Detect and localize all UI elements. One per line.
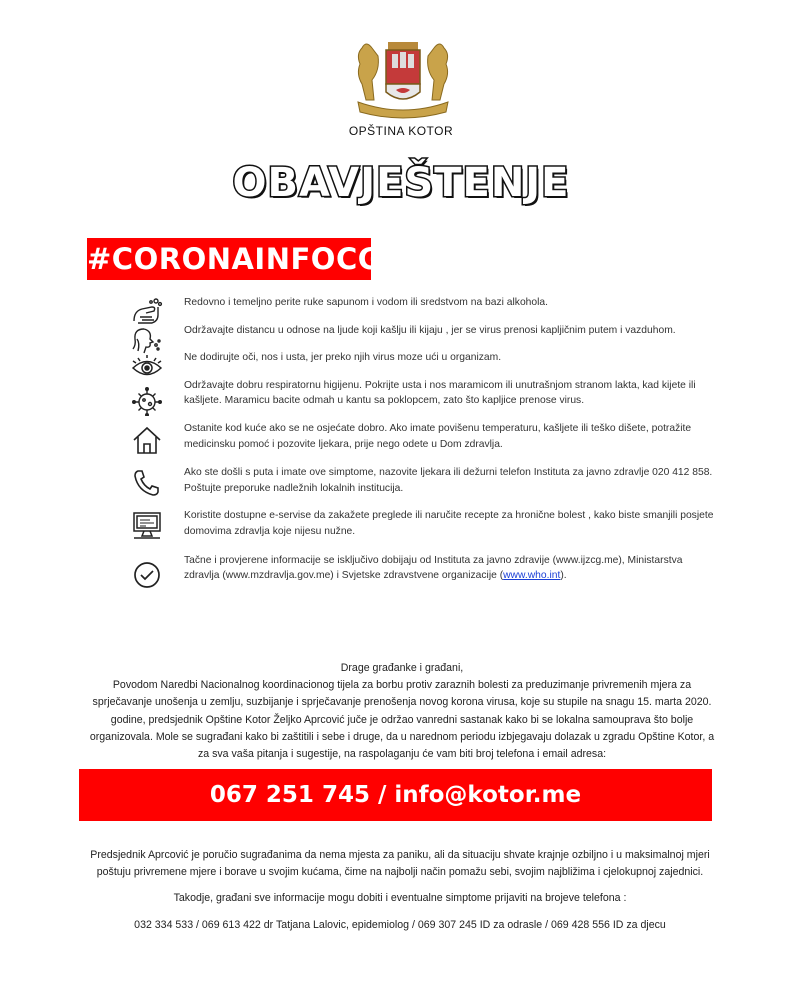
page-title: OBAVJEŠTENJE <box>232 160 570 206</box>
tip-text: Redovno i temeljno perite ruke sapunom i vodom ili sredstvom na bazi alkohola. <box>184 297 549 308</box>
house-icon <box>130 425 164 455</box>
municipality-name: OPŠTINA KOTOR <box>348 124 454 138</box>
tip-item <box>128 295 718 311</box>
checkmark-icon <box>130 560 164 590</box>
letter-section <box>84 660 720 763</box>
tip-item <box>128 323 718 339</box>
tip-text-tail: ). <box>560 570 567 582</box>
tip-text: Ostanite kod kuće ako se ne osjećate dobro. Ako imate povišenu temperaturu, kašljete ili teško dišete, potražite medicinsku pomoć i pozovite ljekara, prije nego odete u Dom zdravlja. <box>184 422 692 450</box>
contact-banner: 067 251 745 / info@kotor.me <box>79 769 712 821</box>
tip-item <box>128 553 718 584</box>
tip-item <box>128 350 718 366</box>
closing-paragraph: Predsjednik Aprcović je poručio sugrađanima da nema mjesta za paniku, ali da situaciju shvate krajnje ozbiljno i u maksimalnoj mjeri poštuju privremene mjere i borave u svojim kućama, čime na najbolji način pomažu sebi, svojim najbližima i cjelokupnoj zajednici. <box>90 849 710 879</box>
who-link[interactable]: www.who.int <box>503 570 561 582</box>
tip-item <box>128 378 718 409</box>
tips-list <box>128 290 718 584</box>
closing-note: Takodje, građani sve informacije mogu dobiti i eventualne simptome prijaviti na brojeve telefona : <box>173 892 627 905</box>
tip-item <box>128 465 718 496</box>
computer-icon <box>130 510 164 540</box>
hashtag-banner: #CORONAINFOCG <box>87 238 371 280</box>
tip-item <box>128 508 718 539</box>
virus-icon <box>130 386 164 416</box>
tip-item <box>128 421 718 452</box>
phone-icon <box>130 467 164 497</box>
tip-text: Održavajte distancu u odnose na ljude koji kašlju ili kijaju , jer se virus prenosi kapljičnim putem i vazduhom. <box>184 324 676 336</box>
letter-greeting: Drage građanke i građani, <box>340 662 464 674</box>
tip-text: Održavajte dobru respiratornu higijenu. Pokrijte usta i nos maramicom ili unutrašnjom stranom lakta, kad kijete ili kašljete. Maramicu bacite odmah u kantu sa poklopcem, zato što kapljice prenose virus. <box>184 379 696 407</box>
tip-text: Ne dodirujte oči, nos i usta, jer preko njih virus moze ući u organizam. <box>184 352 502 364</box>
letter-body: Povodom Naredbi Nacionalnog koordinacionog tijela za borbu protiv zaraznih bolesti za preduzimanje privremenih mjera za sprječavanje unošenja u zemlju, suzbijanje i sprječavanje prenošenja novog korona virusa, koje su stupile na snagu 15. marta 2020. godine, predsjednik Opštine Kotor Željko Aprcović juče je održao vanredni sastanak kako bi se lokalna samouprava što bolje organizovala. Mole se sugrađani kako bi zaštitili i sebe i druge, da u narednom periodu izbjegavaju dolazak u zgradu Opštine Kotor, a za sva vaša pitanja i sugestije, na raspolaganju će vam biti broj telefona i email adresa: <box>89 679 715 761</box>
closing-section <box>80 847 720 934</box>
phone-numbers: 032 334 533 / 069 613 422 dr Tatjana Lalovic, epidemiolog / 069 307 245 ID za odrasle / 069 428 556 ID za djecu <box>134 918 666 931</box>
municipality-crest-logo <box>350 40 456 122</box>
tip-text: Tačne i provjerene informacije se isključivo dobijaju od Instituta za javno zdravije (www.ijzcg.me), Ministarstva zdravlja (www.mzdravlja.gov.me) i Svjetske zdravstvene organizacije ( <box>184 554 683 582</box>
tip-text: Ako ste došli s puta i imate ove simptome, nazovite ljekara ili dežurni telefon Instituta za javno zdravlje 020 412 858. Poštujte preporuke nadležnih lokalnih institucija. <box>184 467 713 494</box>
tip-text: Koristite dostupne e-servise da zakažete preglede ili naručite recepte za hronične bolest , kako biste smanjili posjete domovima zdravlja koje nijesu nužne. <box>184 510 714 537</box>
